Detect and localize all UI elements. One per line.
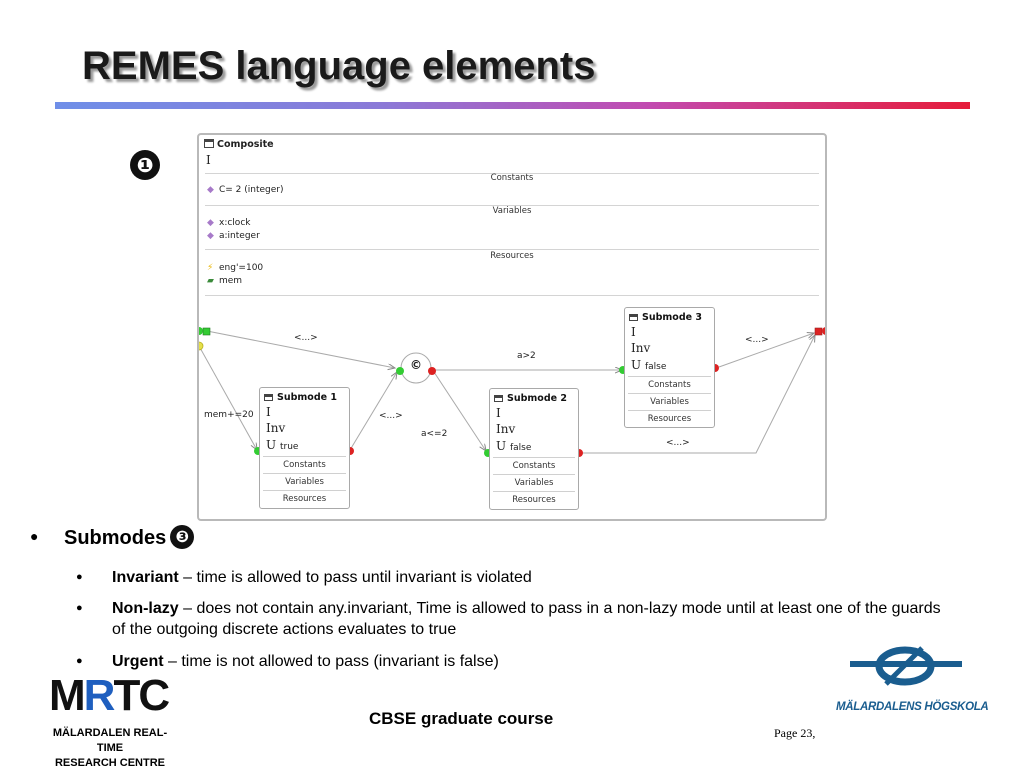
edge-label-guard-le: a<=2 <box>421 429 448 439</box>
connector-symbol: © <box>410 358 422 372</box>
bullet-non-lazy: ● Non-lazy – does not contain any.invariant, Time is allowed to pass in a non-lazy mode until at least one of the guards of the outgoing discrete actions evaluates to true <box>76 600 941 638</box>
init-port <box>199 342 203 350</box>
bullet-dot: ● <box>76 571 83 583</box>
edge-label-submode2: <...> <box>666 438 690 448</box>
submode-header: Submode 3 <box>629 312 702 323</box>
constant-icon: ◆ <box>207 185 214 195</box>
bullet-submodes: ● Submodes ❸ <box>30 525 194 550</box>
edge-label-submode3: <...> <box>745 335 769 345</box>
submode-invariant: I <box>631 325 636 339</box>
variable-item: ◆ a:integer <box>207 231 260 241</box>
submode-header: Submode 1 <box>264 392 337 403</box>
edge-label-mem-update: mem+=20 <box>204 410 254 420</box>
exit-port <box>822 327 825 335</box>
slide-title: REMES language elements <box>82 44 596 88</box>
badge-three-inline: ❸ <box>170 525 194 549</box>
bullet-dot: ● <box>76 602 83 614</box>
lightning-icon: ⚡ <box>207 263 214 273</box>
bullet-urgent: ● Urgent – time is not allowed to pass (invariant is false) <box>76 653 499 670</box>
edge-label-entry: <...> <box>294 333 318 343</box>
edge-entry-to-submode1 <box>199 346 257 450</box>
connector-out-port <box>428 367 436 375</box>
submode-resources: Resources <box>493 491 575 508</box>
mdh-logo <box>830 644 989 724</box>
edge-label-submode1: <...> <box>379 411 403 421</box>
composite-title: Composite <box>217 139 274 150</box>
submode-3 <box>624 307 715 428</box>
course-name: CBSE graduate course <box>369 709 554 728</box>
entry-point-marker <box>203 328 210 335</box>
resources-header: Resources <box>490 251 534 261</box>
submode-urgent: U false <box>496 439 532 453</box>
variable-icon: ◆ <box>207 231 214 241</box>
memory-icon: ▰ <box>207 276 214 286</box>
submode-inv: Inv <box>496 422 516 436</box>
title-gradient-bar <box>55 102 970 109</box>
submode-constants: Constants <box>263 456 346 473</box>
resource-item: ⚡ eng'=100 <box>207 263 264 273</box>
submode-icon <box>264 394 273 401</box>
variable-item: ◆ x:clock <box>207 218 251 228</box>
bullet-dot: ● <box>30 528 39 544</box>
constants-header: Constants <box>490 173 534 183</box>
submode-2 <box>489 388 579 510</box>
submode-urgent: U false <box>631 358 667 372</box>
constant-item: ◆ C= 2 (integer) <box>207 185 284 195</box>
bullet-dot: ● <box>76 655 83 667</box>
mrtc-wordmark: MRTC <box>49 671 169 720</box>
mdh-emblem <box>830 644 980 700</box>
mrtc-name: MÄLARDALEN REAL-TIME RESEARCH CENTRE <box>52 727 168 769</box>
variables-header: Variables <box>492 206 532 216</box>
resource-item: ▰ mem <box>207 276 243 286</box>
edge-label-guard-gt: a>2 <box>517 351 536 361</box>
submode-resources: Resources <box>628 410 711 427</box>
submode-header: Submode 2 <box>494 393 567 404</box>
bullet-invariant: ● Invariant – time is allowed to pass until invariant is violated <box>76 569 532 586</box>
submode-icon <box>494 395 503 402</box>
submode-invariant: I <box>496 406 501 420</box>
remes-diagram <box>197 133 827 521</box>
mdh-name: MÄLARDALENS HÖGSKOLA <box>836 701 989 713</box>
submode-urgent: U true <box>266 438 299 452</box>
variable-icon: ◆ <box>207 218 214 228</box>
submode-variables: Variables <box>263 473 346 490</box>
submode-1 <box>259 387 350 509</box>
submode-constants: Constants <box>628 376 711 393</box>
composite-invariant: I <box>206 153 211 167</box>
submode-inv: Inv <box>266 421 286 435</box>
submode-variables: Variables <box>628 393 711 410</box>
submode-icon <box>629 314 638 321</box>
submode-resources: Resources <box>263 490 346 507</box>
exit-point-marker <box>815 328 822 335</box>
page-number: Page 23, <box>774 726 816 740</box>
badge-one: ❶ <box>130 150 160 180</box>
entry-port <box>199 327 203 335</box>
submode-variables: Variables <box>493 474 575 491</box>
submode-invariant: I <box>266 405 271 419</box>
edge-connector-to-submode2 <box>434 372 486 451</box>
submode-constants: Constants <box>493 457 575 474</box>
submode-inv: Inv <box>631 341 651 355</box>
connector-in-port <box>396 367 404 375</box>
